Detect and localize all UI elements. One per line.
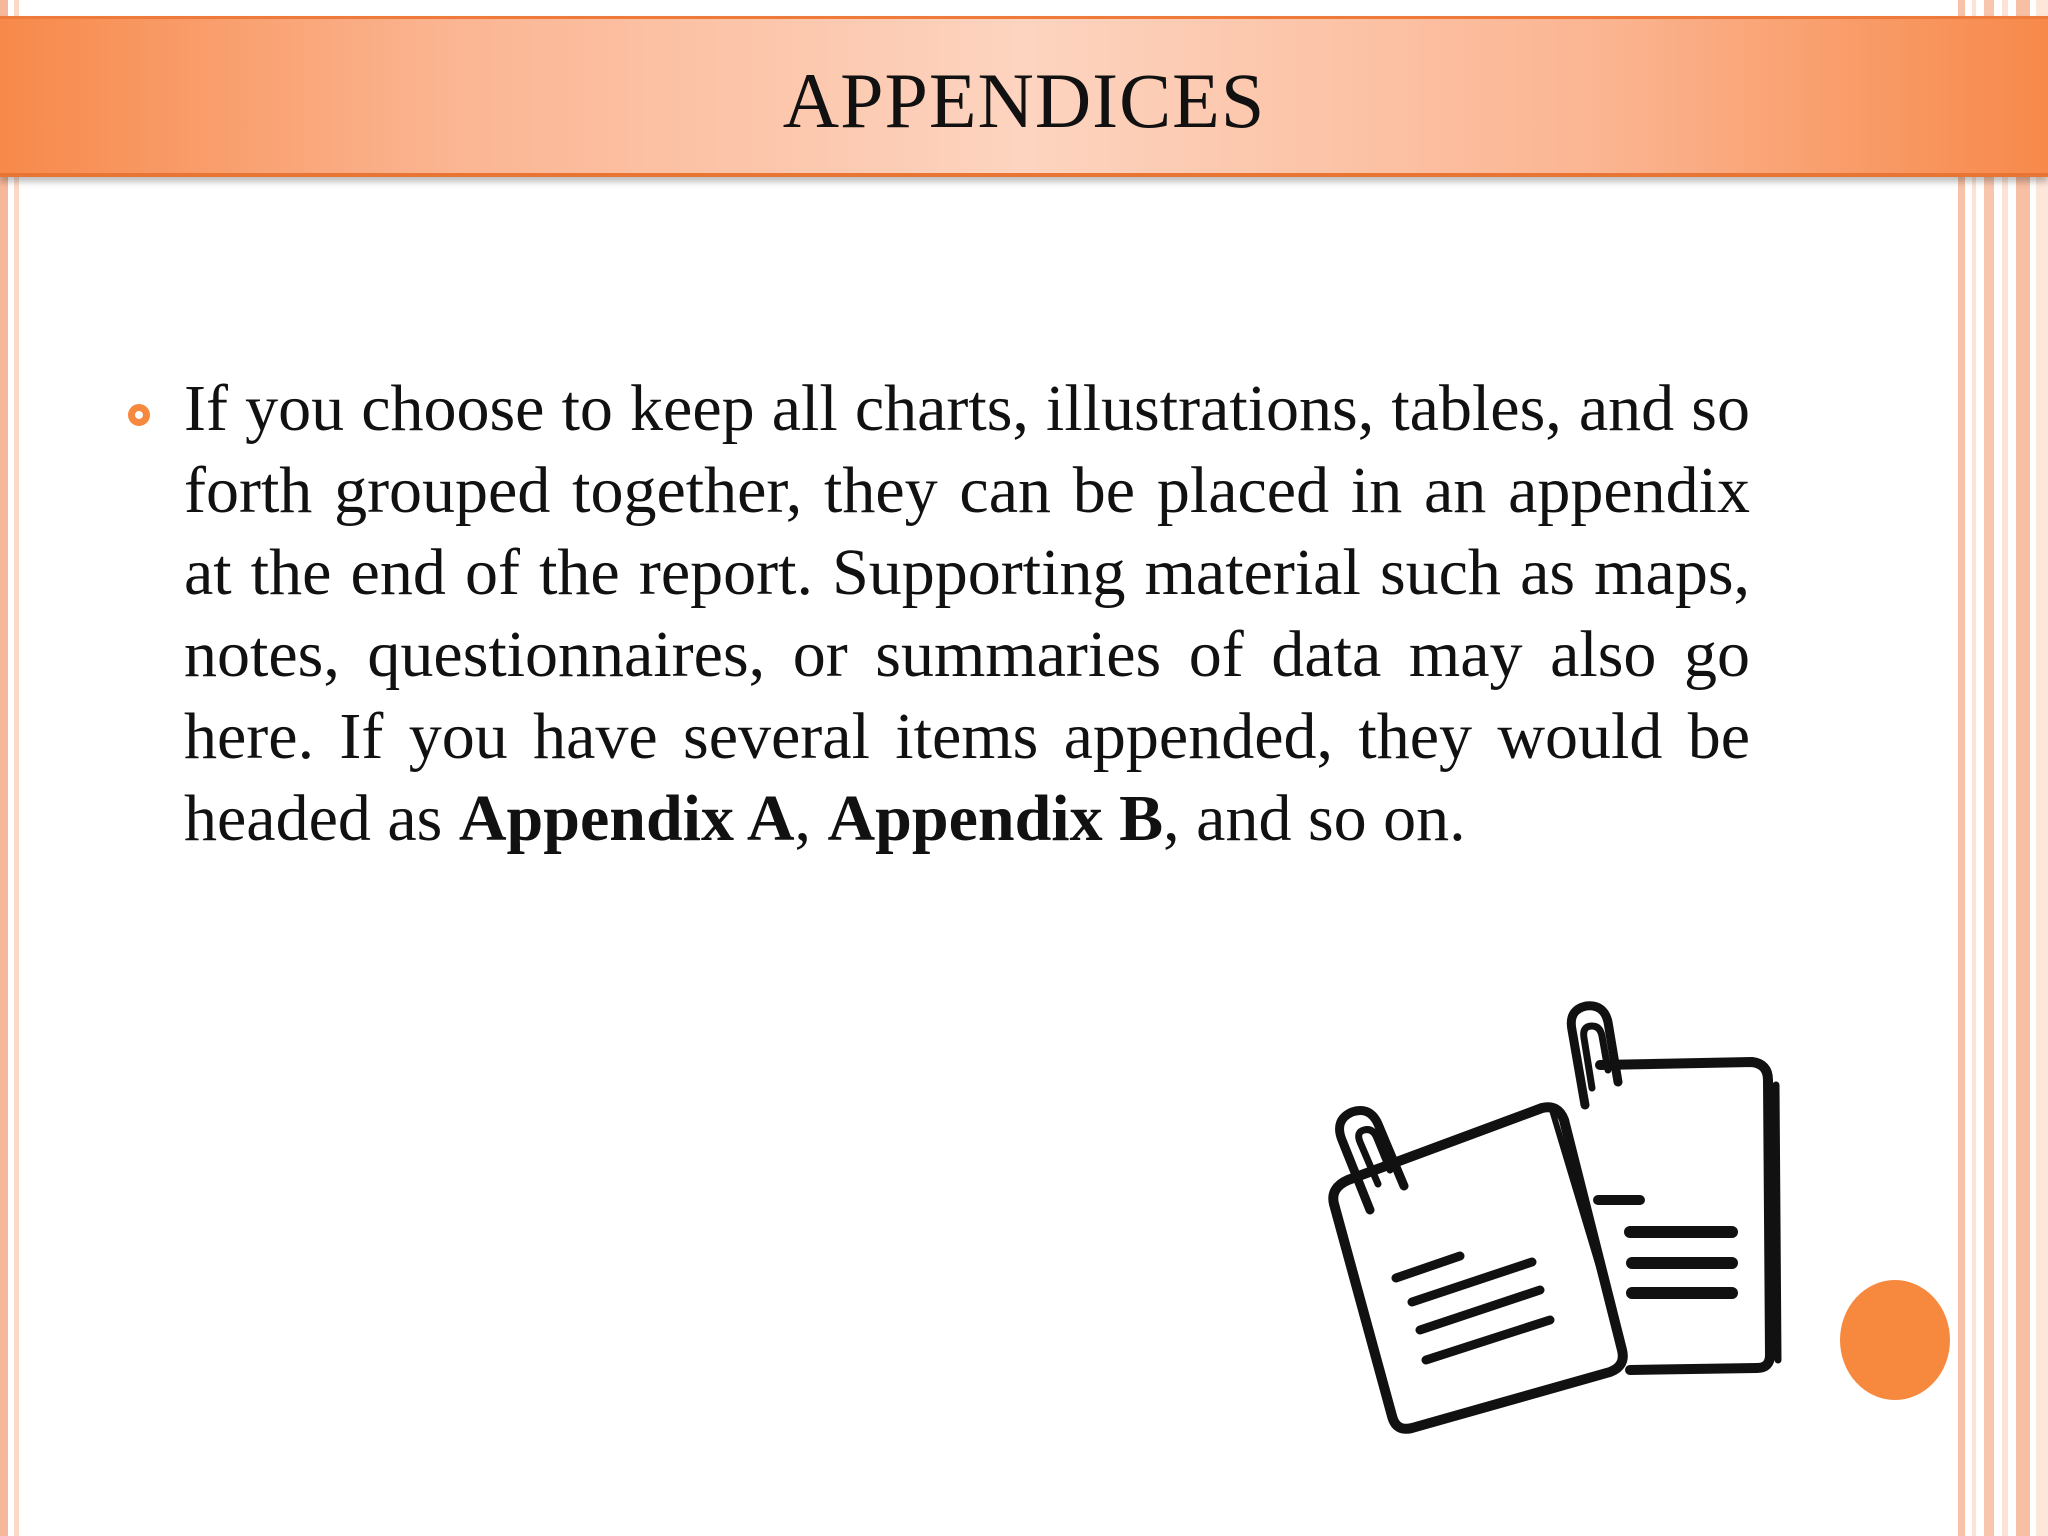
slide-title: APPENDICES xyxy=(782,57,1266,144)
body-text-part: , xyxy=(794,782,828,855)
body-text-part: , and so on. xyxy=(1163,782,1466,855)
decorative-orange-circle xyxy=(1840,1280,1950,1400)
paperclip-documents-icon xyxy=(1300,970,1820,1450)
right-border-stripe xyxy=(1984,0,1994,1536)
right-border-stripe xyxy=(2036,0,2048,1536)
left-border-stripe xyxy=(14,0,19,1536)
left-border-stripe xyxy=(0,0,8,1536)
body-paragraph xyxy=(184,368,1750,860)
bullet-circle-icon xyxy=(128,404,150,426)
right-border-stripe xyxy=(2002,0,2008,1536)
right-border-stripe xyxy=(1958,0,1965,1536)
body-text-part: If you choose to keep all charts, illustrations, tables, and so forth grouped together, they can be placed in an appendix at the end of the report. Supporting material such as maps, notes, questionnaires, or summaries of data may also go here. If you have several items appended, they would be headed as xyxy=(184,372,1750,855)
right-border-stripe xyxy=(2016,0,2030,1536)
appendix-b-label: Appendix B xyxy=(827,782,1164,855)
title-banner xyxy=(0,16,2048,177)
appendix-a-label: Appendix A xyxy=(458,782,795,855)
right-border-stripe xyxy=(1972,0,1976,1536)
bullet-item xyxy=(128,368,1760,860)
